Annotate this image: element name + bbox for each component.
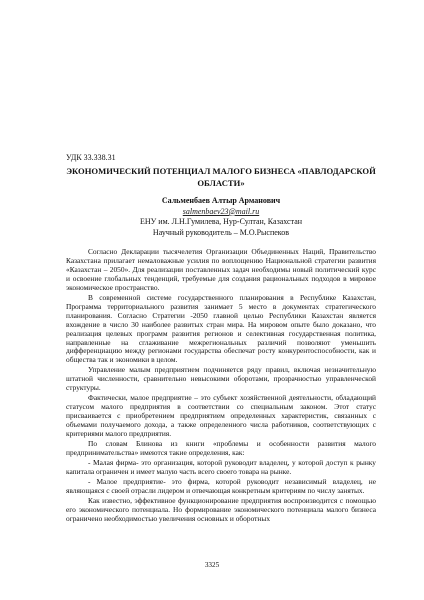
paragraph-1: Согласно Декларации тысячелетия Организации Объединенных Наций, Правительство Казахстана прилагает немаловажные усилия по воплощению Национальной стратегии развития «Казахстан – 2050». Для реализации поставленных задач необходимы новый политический курс и освоение глобальных тенденций, требуемые для создания рациональных подходов в мировое экономическое пространство. [66,247,376,292]
paragraph-2: В современной системе государственного планирования в Республике Казахстан, Программа территориального развития занимает 5 место в документах стратегического планирования. Согласно Стратегии -2050 главной целью Республики Казахстан является вхождение в число 30 наиболее развитых стран мира. На мировом опыте было доказано, что реализация целевых программ развития регионов и селективная государственная политика, направленные на сглаживание межрегиональных различий позволяют уменьшить дифференциацию между регионами государства обеспечат росту конкурентоспособности, как и общества так и экономики в целом. [66,292,376,365]
body-text [66,248,376,524]
list-item-1: - Малая фирма- это организация, которой руководит владелец, у которой доступ к рынку капитала ограничен и имеет малую часть всего своего товара на рынке. [66,457,376,476]
paper-title: ЭКОНОМИЧЕСКИЙ ПОТЕНЦИАЛ МАЛОГО БИЗНЕСА «ПАВЛОДАРСКОЙ ОБЛАСТИ» [66,166,376,188]
author-block [66,196,376,238]
page-number: 3325 [204,561,220,569]
udc-code: УДК 33.338.31 [66,153,116,162]
paragraph-4: Фактически, малое предприятие – это субъект хозяйственной деятельности, обладающий статусом малого предприятия в соответствии со специальным законом. Этот статус присваивается с приобретением предприятием определенных характеристик, связанных с объемами получаемого дохода, а также определенного числа работников, соответствующих с критериями малого предприятия. [66,393,376,439]
author-email-link[interactable]: salmenbaev23@mail.ru [182,206,260,216]
author-affiliation: ЕНУ им. Л.Н.Гумилева, Нур-Султан, Казахстан [139,217,303,227]
list-item-2: - Малое предприятие- это фирма, которой руководит независимый владелец, не являющаяся с своей отрасли лидером и отвечающая конкретным критериям по числу занятых. [66,476,376,495]
paragraph-3: Управление малым предприятием подчиняется ряду правил, включая незначительную штатной численности, сравнительно невысокими оборотами, прозрачностью управленческой структуры. [66,365,376,393]
author-name: Сальменбаев Алтыр Арманович [161,196,281,205]
supervisor-line: Научный руководитель – М.О.Рыспеков [152,227,290,237]
paragraph-6: Как известно, эффективное функционирование предприятия воспроизводится с помощью его экономического потенциала. Но формирование экономического потенциала малого бизнеса ограничено необходимостью увеличения основных и оборотных [66,495,376,523]
paragraph-5: По словам Блинова из книги «проблемы и особенности развития малого предпринимательства» имеются такие определения, как: [66,439,376,457]
